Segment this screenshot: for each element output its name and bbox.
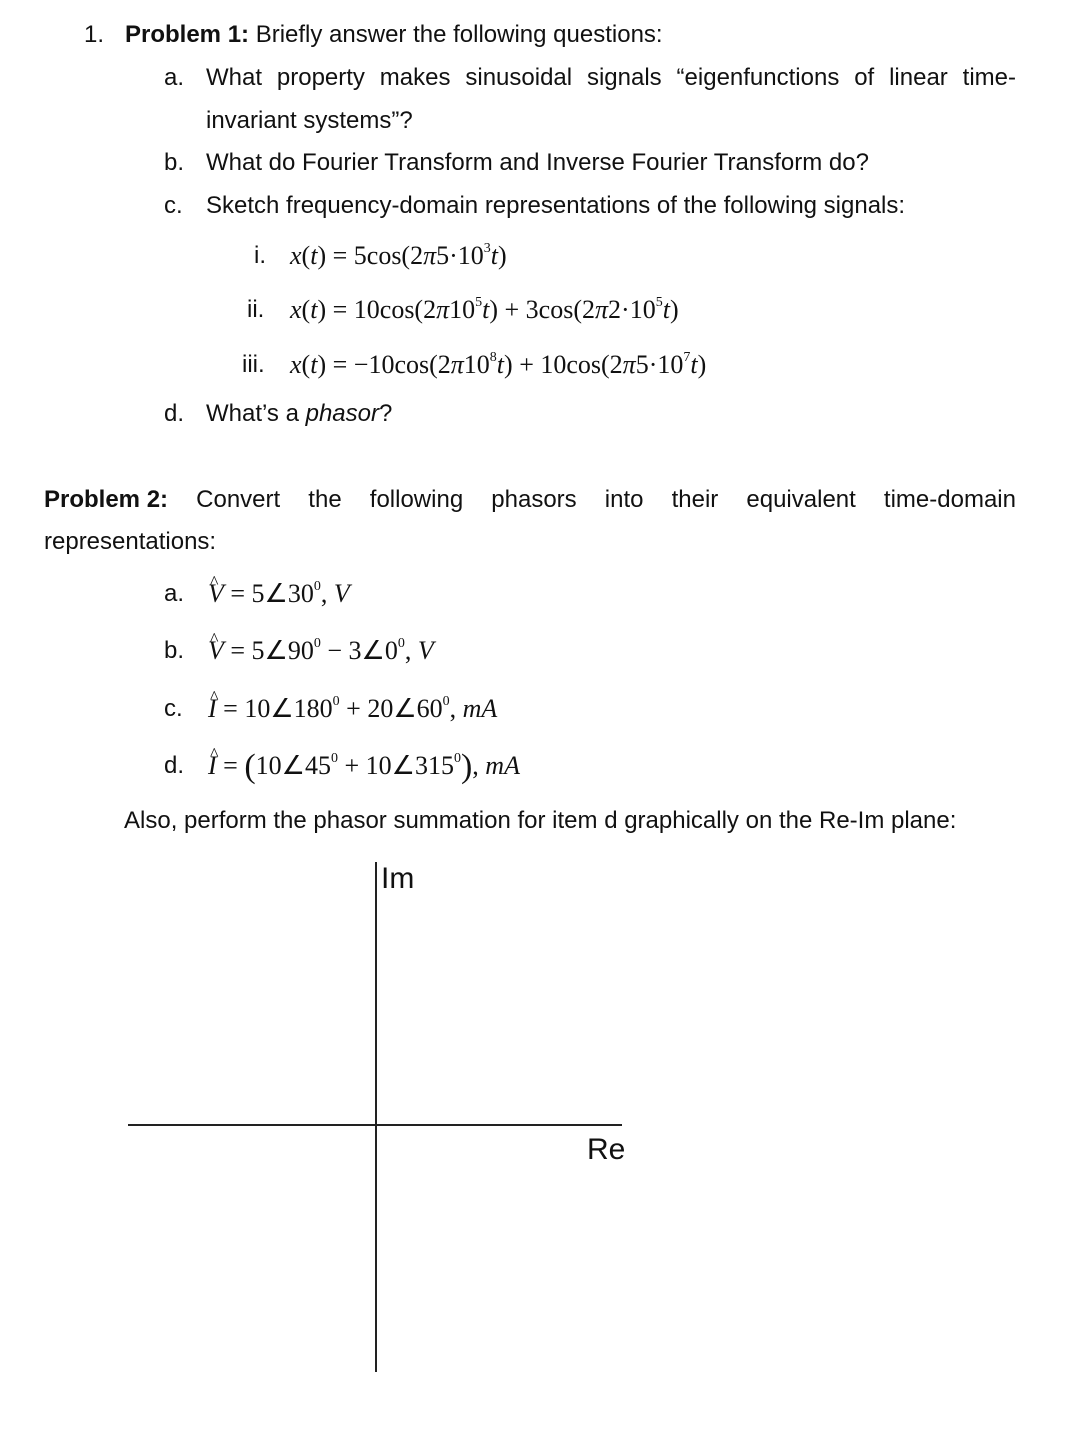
problem2-line1: [44, 485, 1016, 515]
p2-word: phasors: [491, 486, 577, 513]
p1-ii-num: ii.: [247, 296, 265, 323]
p1-a-letter: a.: [164, 64, 185, 91]
problem2-line2: representations:: [44, 528, 217, 555]
re-axis-label: Re: [587, 1133, 626, 1166]
p1-d-end: ?: [379, 400, 393, 427]
p1-d-letter: d.: [164, 400, 185, 427]
problem1-intro: Briefly answer the following questions:: [255, 21, 663, 48]
signal-ii-equation: $x(t) = 10\cos(2\pi 10^5t) + 3\cos(2\pi 2\cdot 10^5t)$: [290, 295, 679, 324]
p1-a-line1: What property makes sinusoidal signals “eigenfunctions of linear time-: [206, 64, 1016, 91]
p2-d-letter: d.: [164, 752, 185, 779]
p2-word: the: [308, 486, 342, 513]
p2-word: their: [671, 486, 719, 513]
im-axis: [375, 862, 377, 1372]
phasor-b-equation: ^ $V = 5\angle 90^0$ − $3\angle 0^0$, V: [208, 636, 434, 666]
signal-iii-equation: $x(t) = -10\cos(2\pi 10^8t) + 10\cos(2\pi 5\cdot 10^7t)$: [290, 350, 707, 379]
phasor-d-equation: ^ $I = (10\angle 45^0$ + $10\angle 315^0$), mA: [208, 751, 520, 782]
p1-d-question: [206, 399, 392, 429]
p2-word: following: [369, 486, 464, 513]
problem1-title: Problem 1:: [125, 21, 250, 48]
problem2-title: Problem 2:: [44, 486, 169, 513]
p2-word: Convert: [196, 486, 281, 513]
p2-word: into: [604, 486, 644, 513]
im-axis-label: Im: [381, 862, 415, 895]
p1-d-italic: phasor: [305, 400, 379, 427]
p2-c-letter: c.: [164, 695, 183, 722]
p1-i-num: i.: [254, 242, 266, 269]
p1-b-text: What do Fourier Transform and Inverse Fourier Transform do?: [206, 149, 869, 176]
problem1-header: [125, 20, 663, 50]
p2-b-letter: b.: [164, 637, 185, 664]
problem1-number: 1.: [84, 21, 105, 48]
p1-iii-num: iii.: [242, 351, 265, 378]
p1-a-line2: invariant systems”?: [206, 107, 413, 134]
phasor-a-equation: ^ $V = 5\angle 30^0$, V: [208, 579, 350, 609]
p1-d-text: What’s a: [206, 400, 299, 427]
p1-c-letter: c.: [164, 192, 183, 219]
problem2-also: Also, perform the phasor summation for item d graphically on the Re-Im plane:: [124, 807, 957, 834]
phasor-c-equation: ^ $I = 10\angle 180^0$ + $20\angle 60^0$, mA: [208, 694, 497, 724]
p2-word: time-domain: [883, 486, 1016, 513]
p2-a-letter: a.: [164, 580, 185, 607]
signal-i-equation: $x(t) = 5\cos(2\pi 5\cdot 10^3t)$: [290, 241, 507, 270]
p2-word: equivalent: [746, 486, 856, 513]
p1-b-letter: b.: [164, 149, 185, 176]
re-axis: [128, 1124, 622, 1126]
p1-c-text: Sketch frequency-domain representations of the following signals:: [206, 192, 906, 219]
